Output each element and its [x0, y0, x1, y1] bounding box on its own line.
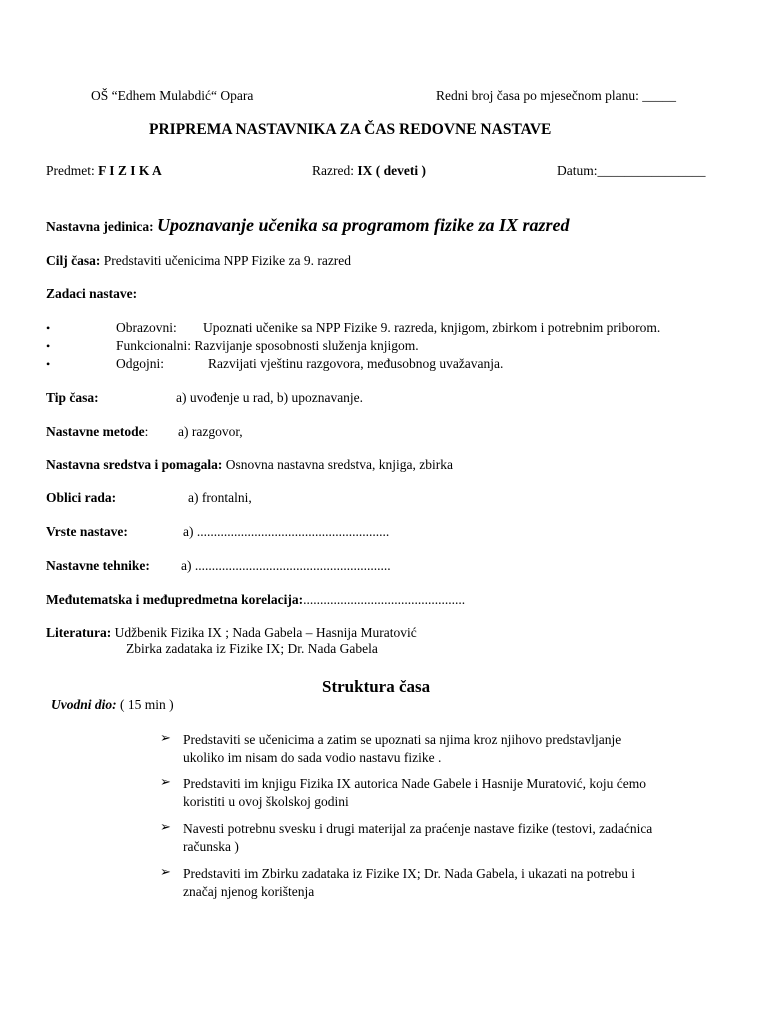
correlation-value: ................................................: [303, 592, 466, 607]
plan-number-label: Redni broj časa po mjesečnom planu:: [436, 88, 639, 103]
task-name: Odgojni:: [116, 356, 165, 371]
methods-label: Nastavne metode: [46, 424, 145, 439]
task-name: Obrazovni:: [116, 320, 177, 335]
methods-field: Nastavne metode:: [46, 424, 149, 439]
unit-field: [46, 215, 570, 236]
literature-label: Literatura:: [46, 625, 112, 640]
aids-field: [46, 457, 453, 473]
grade-label: Razred:: [312, 163, 354, 178]
kinds-label: Vrste nastave:: [46, 524, 128, 539]
task-row-educational: [46, 320, 50, 336]
unit-value: Upoznavanje učenika sa programom fizike za IX razred: [157, 215, 570, 235]
structure-item: Predstaviti im Zbirku zadataka iz Fizike IX; Dr. Nada Gabela, i ukazati na potrebu i značaj njenog korištenja: [183, 866, 636, 900]
structure-item: Predstaviti se učenicima a zatim se upoznati sa njima kroz njihovo predstavljanje ukoliko im nisam do sada vodio nastavu fizike .: [183, 732, 622, 766]
grade-value: IX ( deveti ): [357, 163, 426, 178]
goal-label: Cilj časa:: [46, 253, 101, 268]
intro-time: ( 15 min ): [120, 697, 174, 712]
structure-item: Navesti potrebnu svesku i drugi materijal za praćenje nastave fizike (testovi, zadaćnica računska ): [183, 821, 653, 855]
bullet-icon: •: [46, 357, 51, 371]
arrow-bullet-icon: ➢: [160, 864, 171, 879]
date-field: [557, 163, 706, 179]
task-text: Razvijanje sposobnosti služenja knjigom.: [194, 338, 419, 353]
literature-field: [46, 625, 417, 641]
literature-line-1: Udžbenik Fizika IX ; Nada Gabela – Hasnija Muratović: [114, 625, 417, 640]
task-name: Funkcionalni: Razvijanje sposobnosti služenja knjigom.: [116, 338, 419, 353]
structure-item: Predstaviti im knjigu Fizika IX autorica Nade Gabele i Hasnije Muratović, koju ćemo koristiti u ovoj školskoj godini: [183, 776, 647, 810]
subject-value: F I Z I K A: [98, 163, 162, 178]
arrow-bullet-icon: ➢: [160, 730, 171, 745]
aids-value: Osnovna nastavna sredstva, knjiga, zbirka: [225, 457, 453, 472]
unit-label: Nastavna jedinica:: [46, 219, 154, 234]
bullet-icon: •: [46, 339, 51, 353]
literature-line-2: Zbirka zadataka iz Fizike IX; Dr. Nada Gabela: [126, 641, 378, 656]
structure-title: Struktura časa: [322, 677, 431, 696]
techniques-label: Nastavne tehnike:: [46, 558, 150, 573]
goal-field: [46, 253, 351, 269]
date-label: Datum:: [557, 163, 598, 178]
school-name: OŠ “Edhem Mulabdić“ Opara: [91, 88, 254, 103]
methods-value: a) razgovor,: [178, 424, 243, 439]
arrow-bullet-icon: ➢: [160, 774, 171, 789]
correlation-field: [46, 592, 465, 608]
task-row-functional: [46, 338, 50, 354]
plan-number-blank: _____: [642, 88, 676, 103]
task-text: Razvijati vještinu razgovora, međusobnog uvažavanja.: [208, 356, 504, 371]
techniques-value: a) ..........................................................: [181, 558, 391, 573]
grade-field: [312, 163, 426, 179]
aids-label: Nastavna sredstva i pomagala:: [46, 457, 223, 472]
plan-number-field: [436, 88, 676, 104]
kinds-value: a) .........................................................: [183, 524, 390, 539]
goal-value: Predstaviti učenicima NPP Fizike za 9. razred: [103, 253, 352, 268]
document-title: PRIPREMA NASTAVNIKA ZA ČAS REDOVNE NASTAVE: [149, 121, 552, 138]
intro-field: [51, 697, 174, 713]
arrow-bullet-icon: ➢: [160, 819, 171, 834]
lesson-type-value: a) uvođenje u rad, b) upoznavanje.: [176, 390, 364, 405]
date-blank: ________________: [597, 163, 706, 178]
lesson-type-label: Tip časa:: [46, 390, 99, 405]
intro-label: Uvodni dio:: [51, 697, 117, 712]
work-forms-label: Oblici rada:: [46, 490, 117, 505]
work-forms-value: a) frontalni,: [188, 490, 252, 505]
subject-field: [46, 163, 162, 179]
task-text: Upoznati učenike sa NPP Fizike 9. razreda, knjigom, zbirkom i potrebnim priborom.: [203, 320, 661, 335]
correlation-label: Međutematska i međupredmetna korelacija:: [46, 592, 304, 607]
tasks-heading: Zadaci nastave:: [46, 286, 138, 301]
task-row-upbringing: [46, 356, 50, 372]
subject-label: Predmet:: [46, 163, 95, 178]
bullet-icon: •: [46, 321, 51, 335]
